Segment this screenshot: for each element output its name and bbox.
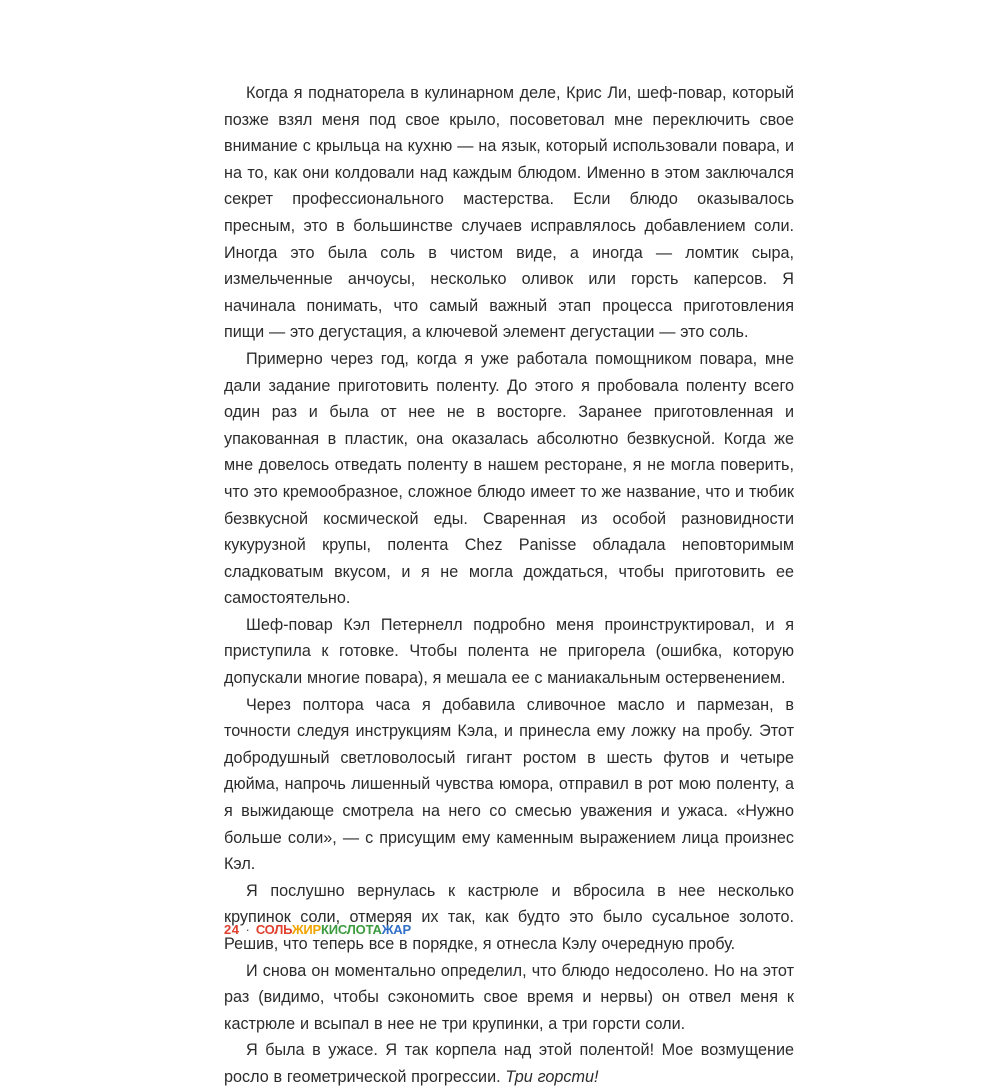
running-title-part-4: ЖАР: [381, 922, 411, 937]
running-title-part-2: ЖИР: [291, 922, 322, 937]
page-number: 24: [224, 922, 240, 937]
footer-separator: ·: [245, 922, 250, 937]
paragraph-3: Шеф-повар Кэл Петернелл подробно меня проинструктировал, и я приступила к готовке. Чтобы полента не пригорела (ошибка, которую допускали многие повара), я мешала ее с маниакальным остервенением.: [224, 615, 794, 688]
running-title-part-3: КИСЛОТА: [321, 922, 382, 937]
paragraph-1: Когда я поднаторела в кулинарном деле, Крис Ли, шеф-повар, который позже взял меня под свое крыло, посоветовал мне переключить свое внимание с крыльца на кухню — на язык, который использовали повара, и на то, как они колдовали над каждым блюдом. Именно в этом заключался секрет профессионального мастерства. Если блюдо оказывалось пресным, это в большинстве случаев исправлялось добавлением соли. Иногда это была соль в чистом виде, а иногда — ломтик сыра, измельченные анчоусы, несколько оливок или горсть каперсов. Я начинала понимать, что самый важный этап процесса приготовления пищи — это дегустация, а ключевой элемент дегустации — это соль.: [224, 84, 794, 342]
paragraph-2: Примерно через год, когда я уже работала помощником повара, мне дали задание приготовить поленту. До этого я пробовала поленту всего один раз и была от нее не в восторге. Заранее приготовленная и упакованная в пластик, она оказалась абсолютно безвкусной. Когда же мне довелось отведать поленту в нашем ресторане, я не могла поверить, что это кремообразное, сложное блюдо имеет то же название, что и тюбик безвкусной космической еды. Сваренная из особой разновидности кукурузной крупы, полента Chez Panisse обладала неповторимым сладковатым вкусом, и я не могла дождаться, чтобы приготовить ее самостоятельно.: [224, 349, 794, 608]
paragraph-7-text: Я была в ужасе. Я так корпела над этой полентой! Мое возмущение росло в геометрической прогрессии.: [224, 1041, 794, 1086]
running-title-part-1: СОЛЬ: [255, 922, 292, 937]
paragraph-5: Я послушно вернулась к кастрюле и вбросила в нее несколько крупинок соли, отмеряя их так, как будто это было сусальное золото. Решив, что теперь все в порядке, я отнесла Кэлу очередную пробу.: [224, 881, 794, 953]
paragraph-7-emphasis: Три горсти!: [505, 1067, 599, 1086]
page-footer: [224, 922, 411, 937]
page-body: [224, 80, 794, 1091]
paragraph-4: Через полтора часа я добавила сливочное масло и пармезан, в точности следуя инструкциям Кэла, и принесла ему ложку на пробу. Этот добродушный светловолосый гигант ростом в шесть футов и четыре дюйма, напрочь лишенный чувства юмора, отправил в рот мою поленту, а я выжидающе смотрела на него со смесью уважения и ужаса. «Нужно больше соли», — с присущим ему каменным выражением лица произнес Кэл.: [224, 695, 794, 874]
paragraph-7: [224, 1037, 794, 1090]
running-title: [256, 922, 411, 937]
paragraph-6: И снова он моментально определил, что блюдо недосолено. Но на этот раз (видимо, чтобы сэкономить свое время и нервы) он отвел меня к кастрюле и всыпал в нее не три крупинки, а три горсти соли.: [224, 961, 794, 1033]
